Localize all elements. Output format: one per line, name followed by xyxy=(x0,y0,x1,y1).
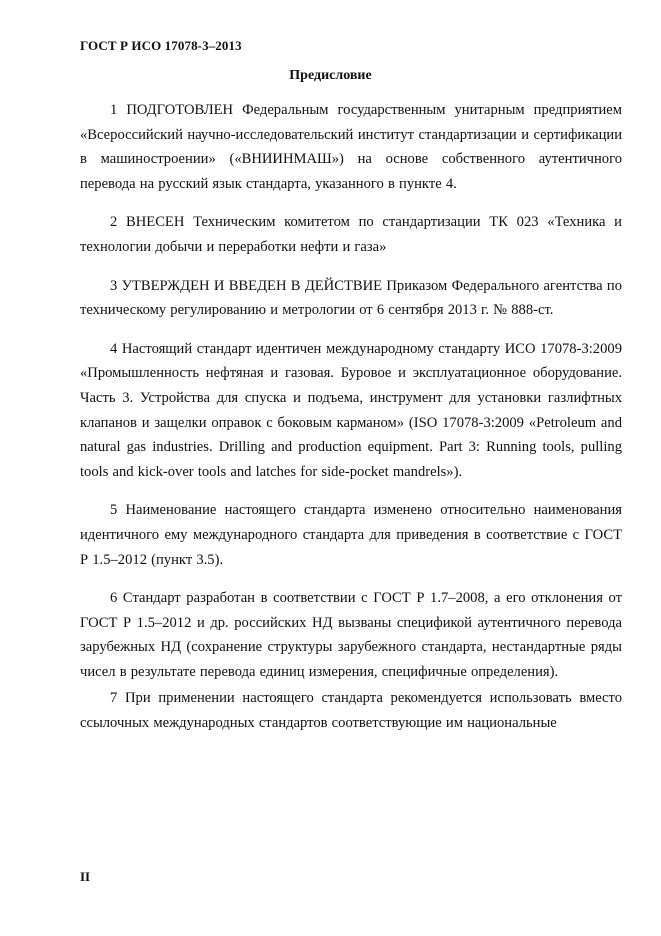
document-body xyxy=(80,98,622,736)
section-title: Предисловие xyxy=(289,68,372,83)
paragraph-1: 1 ПОДГОТОВЛЕН Федеральным государственным унитарным предприятием «Всероссийский научно-исследовательский институт стандартизации и сертификации в машиностроении» («ВНИИНМАШ») на основе собственного аутентичного перевода на русский язык стандарта, указанного в пункте 4. xyxy=(80,102,622,192)
paragraph-6: 6 Стандарт разработан в соответствии с ГОСТ Р 1.7–2008, а его отклонения от ГОСТ Р 1.5–2012 и др. российских НД вызваны спецификой аутентичного перевода зарубежных НД (сохранение структуры зарубежного стандарта, нестандартные ряды чисел в результате перевода единиц измерения, специфичные определения). xyxy=(80,590,622,680)
paragraph-4: 4 Настоящий стандарт идентичен международному стандарту ИСО 17078-3:2009 «Промышленность нефтяная и газовая. Буровое и эксплуатационное оборудование. Часть 3. Устройства для спуска и подъема, инструмент для установки газлифтных клапанов и защелки оправок с боковым карманом» (ISO 17078-3:2009 «Petroleum and natural gas industries. Drilling and production equipment. Part 3: Running tools, pulling tools and kick-over tools and latches for side-pocket mandrels»). xyxy=(80,340,622,480)
paragraph-5: 5 Наименование настоящего стандарта изменено относительно наименования идентичного ему международного стандарта для приведения в соответствие с ГОСТ Р 1.5–2012 (пункт 3.5). xyxy=(80,502,622,568)
document-header: ГОСТ Р ИСО 17078-3–2013 xyxy=(80,38,242,53)
paragraph-3: 3 УТВЕРЖДЕН И ВВЕДЕН В ДЕЙСТВИЕ Приказом Федерального агентства по техническому регулированию и метрологии от 6 сентября 2013 г. № 888-ст. xyxy=(80,277,622,319)
paragraph-2: 2 ВНЕСЕН Техническим комитетом по стандартизации ТК 023 «Техника и технологии добычи и переработки нефти и газа» xyxy=(80,214,622,255)
paragraph-7: 7 При применении настоящего стандарта рекомендуется использовать вместо ссылочных международных стандартов соответствующие им национальные xyxy=(80,690,622,732)
page-number: II xyxy=(80,869,91,884)
